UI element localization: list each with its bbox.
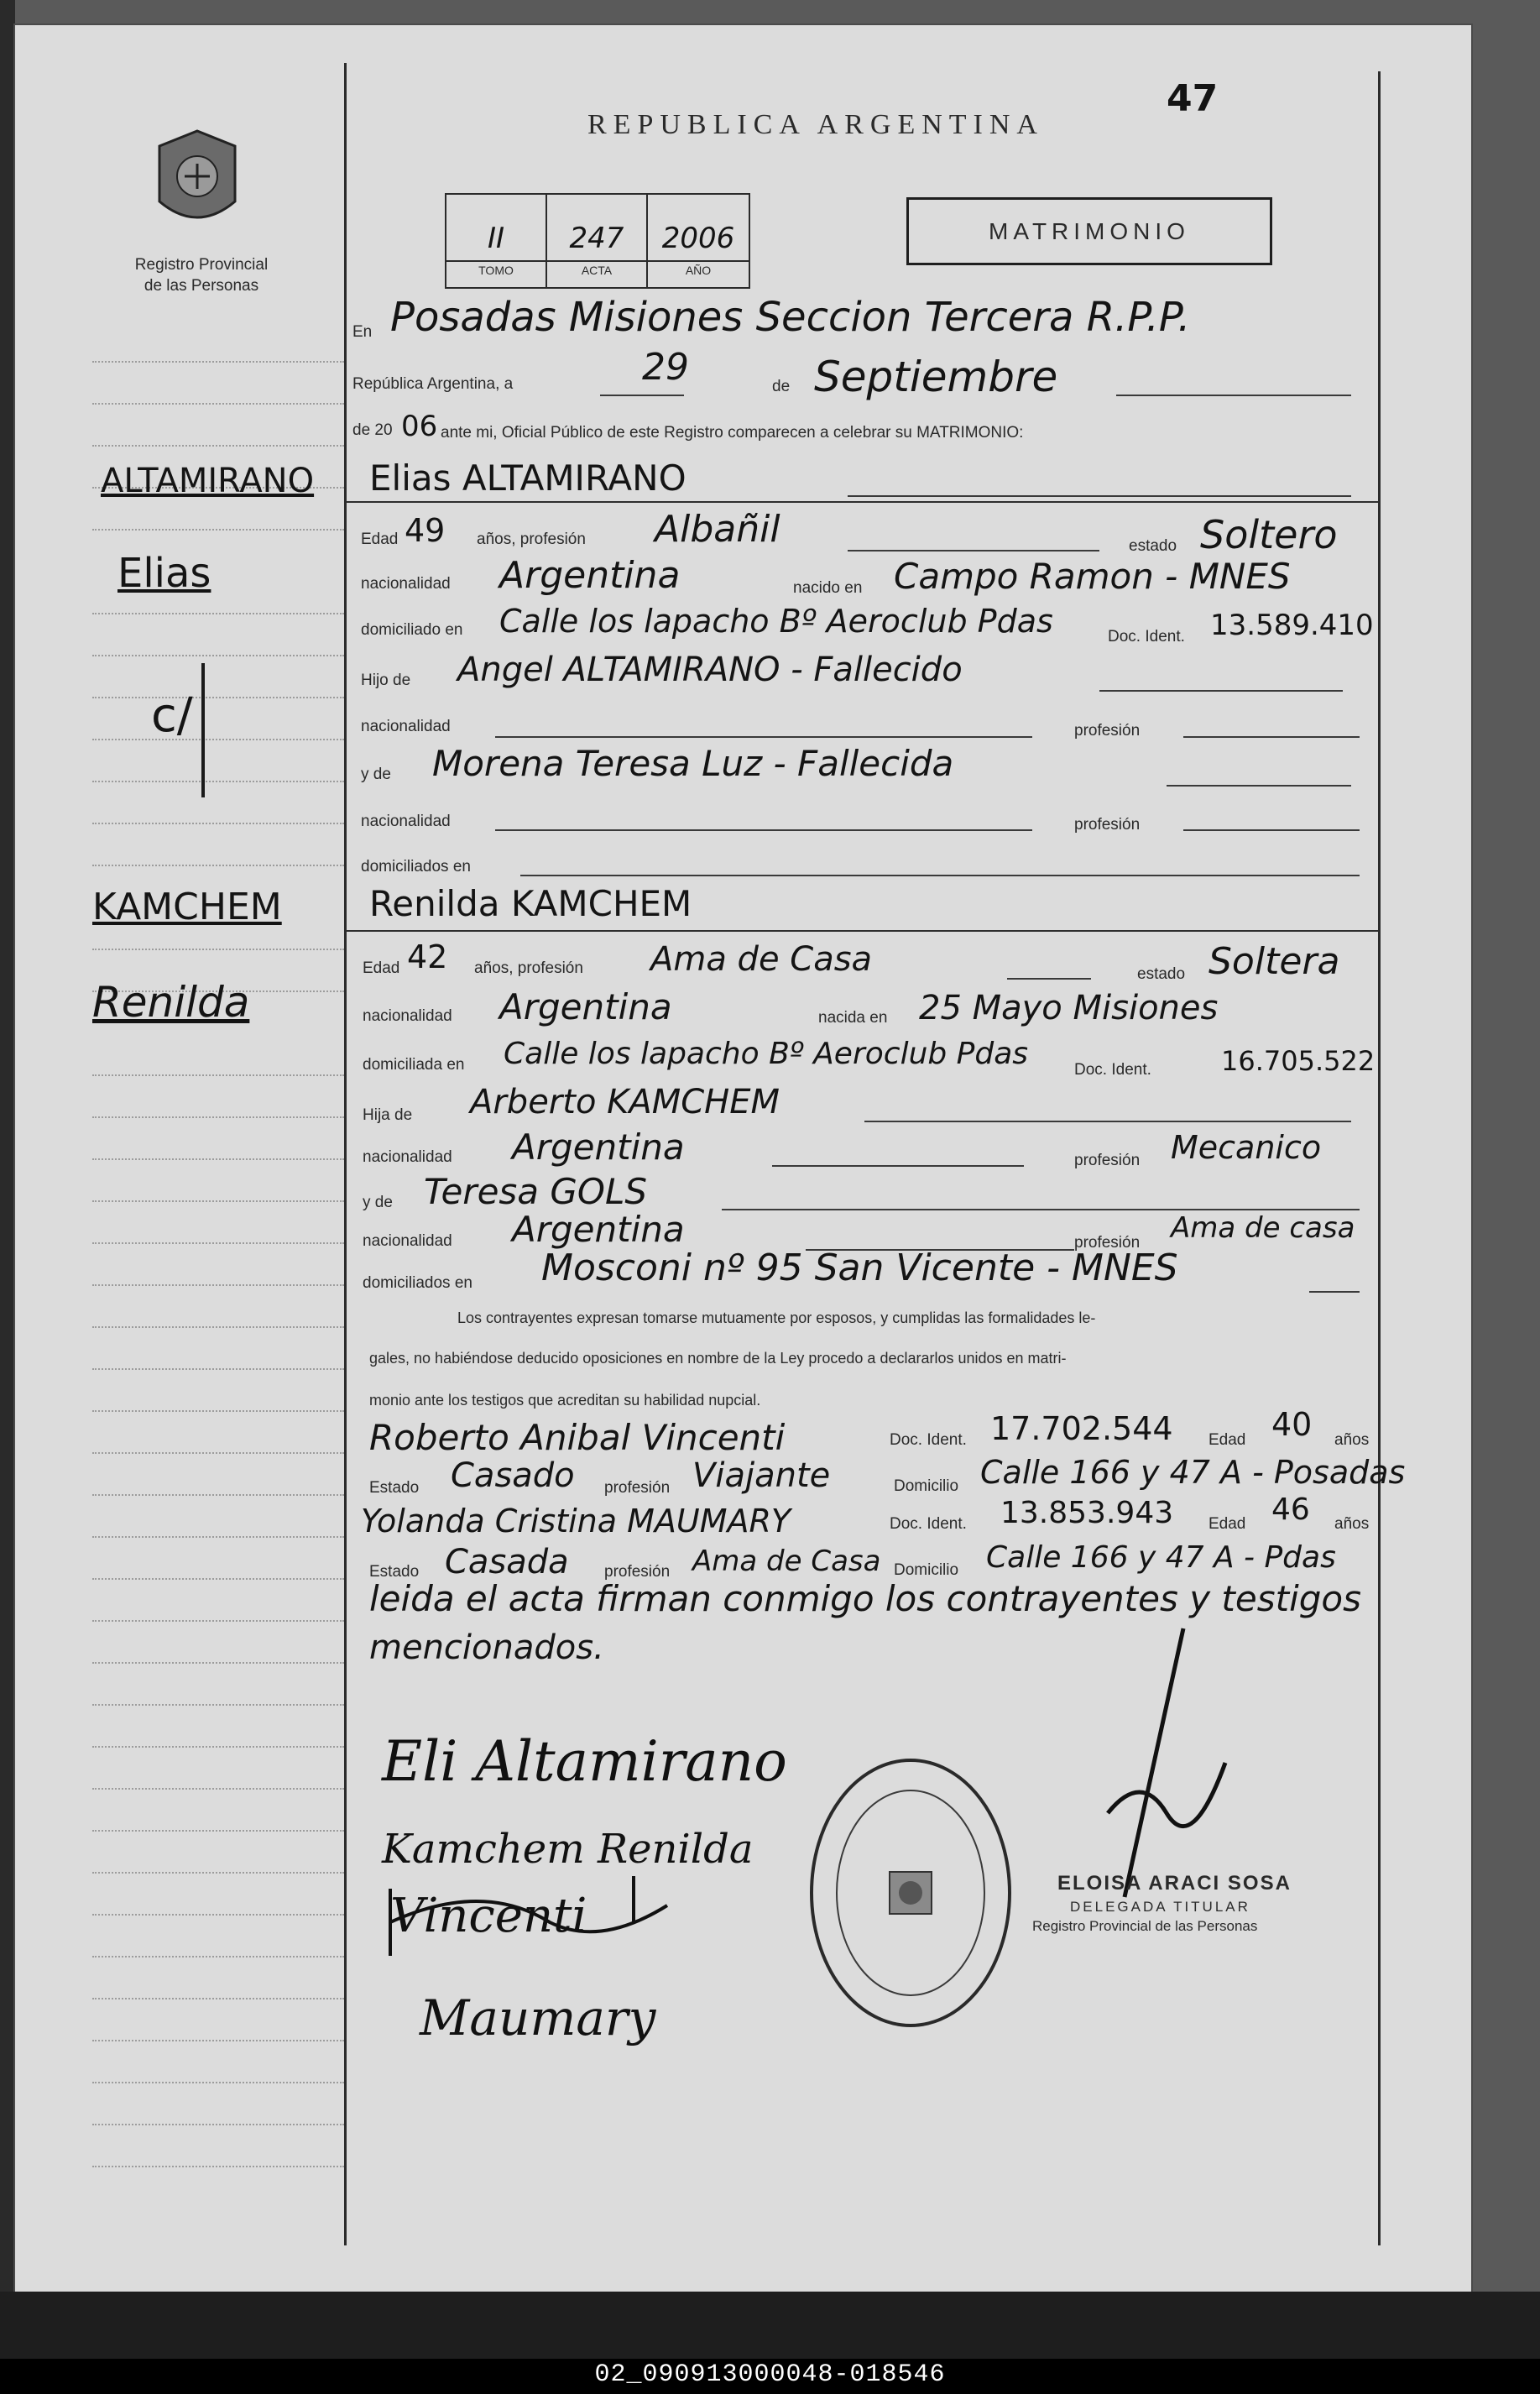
witness2-estado-label: Estado (369, 1563, 420, 1581)
signature-bride: Kamchem Renilda (382, 1826, 754, 1873)
witness1-age: 40 (1271, 1406, 1313, 1443)
year-prefix: de 20 (352, 421, 393, 439)
bride-mother-nac-label: nacionalidad (363, 1232, 452, 1250)
witness2-edad-label: Edad (1209, 1515, 1246, 1533)
witness1-name: Roberto Anibal Vincenti (369, 1417, 786, 1458)
groom-domiciliados-label: domiciliados en (361, 858, 471, 876)
witness2-doc: 13.853.943 (1000, 1496, 1174, 1530)
page-number: 47 (1167, 77, 1219, 120)
official-registry: Registro Provincial de las Personas (1032, 1918, 1258, 1934)
bride-yde-label: y de (363, 1194, 393, 1211)
bride-marital-status: Soltera (1209, 940, 1340, 983)
margin-bracket (201, 663, 205, 797)
groom-nationality: Argentina (499, 554, 681, 597)
ano-value: 2006 (661, 222, 735, 255)
witness1-doc: 17.702.544 (990, 1410, 1173, 1447)
intro-statement: ante mi, Oficial Público de este Registro comparecen a celebrar su MATRIMONIO: (441, 424, 1024, 442)
country-title: REPUBLICA ARGENTINA (587, 109, 1044, 140)
book-binding (0, 0, 15, 2394)
official-name: ELOISA ARACI SOSA (1057, 1872, 1292, 1895)
book-edge (0, 2292, 1540, 2359)
margin-name-1: Elias (117, 550, 211, 597)
bride-birthplace: 25 Mayo Misiones (919, 989, 1219, 1027)
groom-nacido-label: nacido en (793, 579, 863, 597)
witness1-profession: Viajante (692, 1456, 831, 1495)
de-label: de (772, 378, 791, 395)
witness1-edad-label: Edad (1209, 1431, 1246, 1449)
bride-nacida-label: nacida en (818, 1009, 888, 1027)
witness2-profession: Ama de Casa (692, 1545, 881, 1578)
groom-father: Angel ALTAMIRANO - Fallecido (457, 651, 963, 689)
witness1-doc-label: Doc. Ident. (890, 1431, 967, 1449)
groom-age: 49 (405, 512, 446, 549)
act-month: Septiembre (814, 353, 1058, 401)
groom-hijo-label: Hijo de (361, 672, 411, 689)
act-place: Posadas Misiones Seccion Tercera R.P.P. (390, 294, 1191, 341)
witness1-status: Casado (451, 1456, 575, 1495)
bride-address: Calle los lapacho Bº Aeroclub Pdas (504, 1037, 1029, 1071)
bride-age: 42 (407, 938, 448, 975)
signature-groom: Eli Altamirano (382, 1729, 787, 1794)
groom-mother-nac-label: nacionalidad (361, 813, 451, 830)
act-number-box (445, 193, 750, 289)
witness1-estado-label: Estado (369, 1479, 420, 1497)
ano-label: AÑO (685, 264, 712, 277)
groom-yde-label: y de (361, 766, 391, 783)
right-frame-line (1378, 71, 1381, 2245)
republica-label: República Argentina, a (352, 375, 514, 393)
margin-name-2: Renilda (92, 978, 250, 1027)
signature-witness2: Maumary (420, 1989, 656, 2046)
witness1-domicilio-label: Domicilio (894, 1477, 959, 1495)
witness2-age: 46 (1271, 1492, 1310, 1527)
witness2-profesion-label: profesión (604, 1563, 671, 1581)
bride-father-nationality: Argentina (512, 1126, 685, 1168)
bride-mother-nationality: Argentina (512, 1209, 685, 1250)
declaration-line3: monio ante los testigos que acreditan su habilidad nupcial. (369, 1392, 761, 1409)
bride-father-prof-label: profesión (1074, 1152, 1141, 1169)
groom-doc-label: Doc. Ident. (1108, 628, 1185, 646)
groom-birthplace: Campo Ramon - MNES (894, 556, 1291, 597)
bride-full-name: Renilda KAMCHEM (369, 883, 692, 924)
witness1-anos-label: años (1334, 1431, 1370, 1449)
witness2-anos-label: años (1334, 1515, 1370, 1533)
signature-witness1: Vincenti (390, 1889, 587, 1943)
witness2-domicilio-label: Domicilio (894, 1561, 959, 1579)
registry-name-line1: Registro Provincial (134, 256, 269, 274)
bride-hija-label: Hija de (363, 1106, 413, 1124)
acta-value: 247 (569, 222, 624, 255)
bride-domiciliados-label: domiciliados en (363, 1274, 472, 1292)
groom-mother-prof-label: profesión (1074, 816, 1141, 834)
bride-mother: Teresa GOLS (424, 1171, 648, 1212)
groom-mother: Morena Teresa Luz - Fallecida (432, 743, 954, 784)
groom-profession: Albañil (655, 508, 780, 551)
groom-address: Calle los lapacho Bº Aeroclub Pdas (499, 603, 1053, 640)
official-round-stamp (806, 1754, 1015, 2031)
witness2-address: Calle 166 y 47 A - Pdas (986, 1540, 1336, 1575)
groom-doc: 13.589.410 (1210, 609, 1374, 642)
groom-nacionalidad-label: nacionalidad (361, 575, 451, 593)
tomo-value: II (487, 222, 505, 255)
groom-father-prof-label: profesión (1074, 722, 1141, 740)
groom-edad-label: Edad (361, 531, 399, 548)
margin-surname-2: KAMCHEM (92, 886, 282, 928)
groom-profesion-label: años, profesión (477, 531, 586, 548)
groom-full-name: Elias ALTAMIRANO (369, 457, 686, 499)
bride-parents-address: Mosconi nº 95 San Vicente - MNES (541, 1247, 1178, 1289)
bride-nacionalidad-label: nacionalidad (363, 1007, 452, 1025)
left-frame-line (344, 63, 347, 2245)
en-label: En (352, 323, 373, 341)
act-year: 06 (401, 410, 438, 443)
bride-profesion-label: años, profesión (474, 959, 583, 977)
bride-mother-prof-label: profesión (1074, 1234, 1141, 1252)
acta-label: ACTA (581, 264, 613, 277)
bride-estado-label: estado (1137, 965, 1186, 983)
act-day: 29 (642, 346, 689, 389)
witness2-name: Yolanda Cristina MAUMARY (361, 1503, 791, 1539)
margin-surname-1: ALTAMIRANO (101, 462, 315, 500)
act-type-box: MATRIMONIO (906, 197, 1272, 265)
declaration-line1: Los contrayentes expresan tomarse mutuamente por esposos, y cumplidas las formalidades le- (457, 1309, 1096, 1326)
margin-conjunction: c/ (151, 688, 193, 743)
bride-doc-label: Doc. Ident. (1074, 1061, 1151, 1079)
witness1-profesion-label: profesión (604, 1479, 671, 1497)
witness1-address: Calle 166 y 47 A - Posadas (980, 1454, 1406, 1491)
file-caption: 02_090913000048-018546 (594, 2360, 946, 2389)
groom-estado-label: estado (1129, 537, 1177, 555)
bride-father: Arberto KAMCHEM (470, 1083, 780, 1121)
declaration-line2: gales, no habiéndose deducido oposiciones en nombre de la Ley procedo a declararlos unidos en matri- (369, 1350, 1067, 1367)
bride-mother-profession: Ama de casa (1171, 1211, 1355, 1245)
bride-edad-label: Edad (363, 959, 400, 977)
bride-father-profession: Mecanico (1171, 1129, 1322, 1166)
groom-father-nac-label: nacionalidad (361, 718, 451, 735)
official-title: DELEGADA TITULAR (1070, 1899, 1250, 1915)
bride-father-nac-label: nacionalidad (363, 1148, 452, 1166)
bride-domiciliada-label: domiciliada en (363, 1056, 465, 1074)
groom-domiciliado-label: domiciliado en (361, 621, 463, 639)
groom-marital-status: Soltero (1200, 512, 1338, 557)
witness2-doc-label: Doc. Ident. (890, 1515, 967, 1533)
closing-line1: leida el acta firman conmigo los contrayentes y testigos (369, 1578, 1361, 1619)
registry-emblem (151, 126, 243, 235)
closing-line2: mencionados. (369, 1628, 604, 1667)
tomo-label: TOMO (478, 264, 514, 277)
bride-doc: 16.705.522 (1221, 1045, 1376, 1077)
registry-name-line2: de las Personas (144, 277, 259, 295)
signature-witness1-stroke (382, 1872, 684, 1964)
witness2-status: Casada (445, 1543, 569, 1581)
bride-nationality: Argentina (499, 986, 672, 1027)
bride-profession: Ama de Casa (650, 940, 873, 979)
